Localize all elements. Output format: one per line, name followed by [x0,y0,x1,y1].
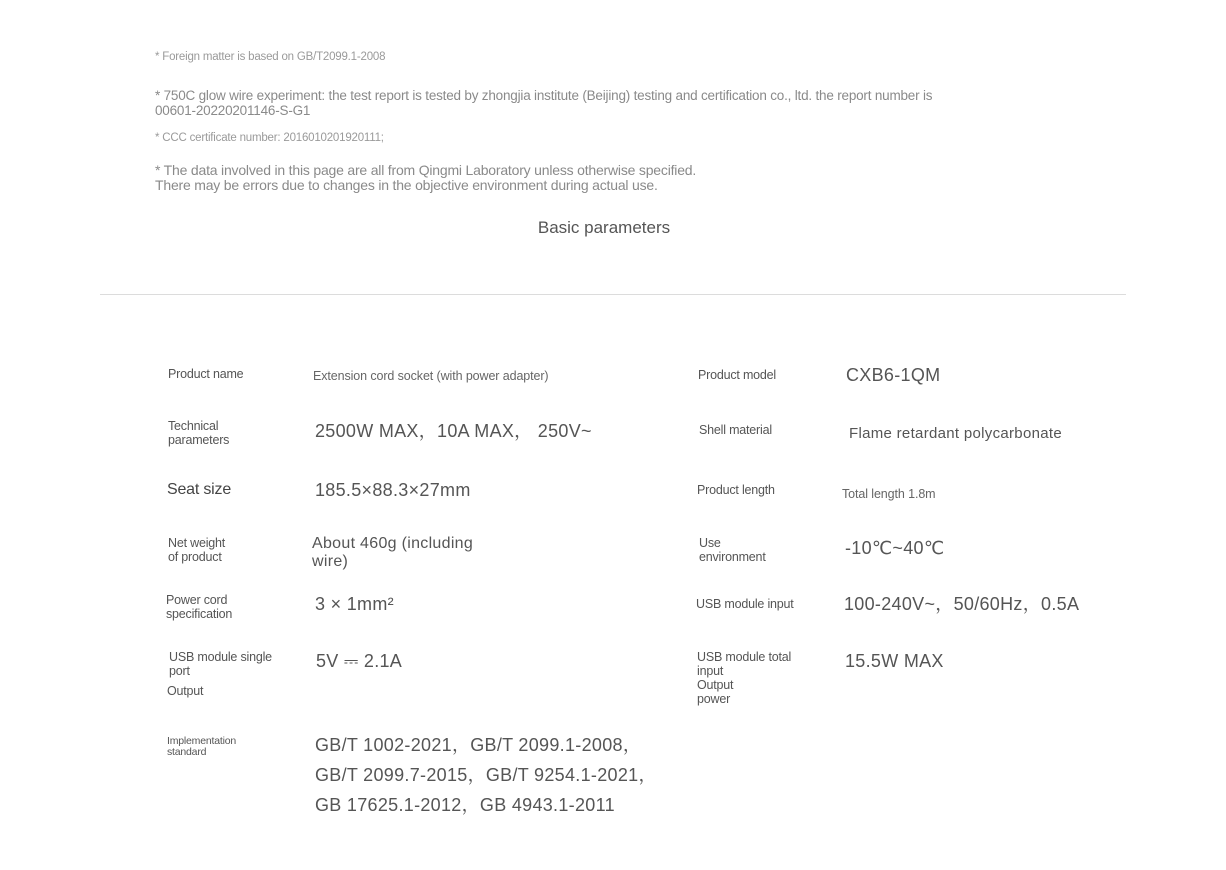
usb-module-input-value: 100-240V~，50/60Hz，0.5A [844,594,1080,614]
glow-wire-note [155,88,932,118]
shell-material-value: Flame retardant polycarbonate [849,425,1062,442]
data-source-note-line2: There may be errors due to changes in the objective environment during actual use. [155,177,658,193]
seat-size-label: Seat size [167,481,232,498]
product-length-label: Product length [697,483,775,497]
use-environment-label [699,536,766,564]
usb-total-output-label-line3: Output [697,678,734,692]
implementation-standard-value-line2: GB/T 2099.7-2015，GB/T 9254.1-2021， [315,765,657,785]
net-weight-label-line2: of product [168,550,222,564]
usb-single-port-label-line3: Output [167,684,204,698]
use-environment-label-line1: Use [699,536,721,550]
product-length-value: Total length 1.8m [842,487,936,501]
usb-total-output-label-line4: power [697,692,731,706]
technical-parameters-label-line2: parameters [168,433,230,447]
data-source-note [155,163,696,193]
net-weight-value [312,535,492,571]
power-cord-value: 3 × 1mm² [315,594,394,614]
usb-total-output-value: 15.5W MAX [845,651,944,671]
technical-parameters-label-line1: Technical [168,419,219,433]
glow-wire-note-line2: 00601-20220201146-S-G1 [155,103,311,118]
power-cord-label-line2: specification [166,607,233,621]
product-model-label: Product model [698,368,776,382]
net-weight-value-line2: wire) [312,553,349,570]
seat-size-value: 185.5×88.3×27mm [315,480,471,500]
power-cord-label-line1: Power cord [166,593,228,607]
product-name-value: Extension cord socket (with power adapter) [313,369,549,383]
net-weight-label-line1: Net weight [168,536,226,550]
implementation-standard-value-line1: GB/T 1002-2021，GB/T 2099.1-2008， [315,735,642,755]
product-model-value: CXB6-1QM [846,365,941,385]
usb-total-output-label-line2: input [697,664,724,678]
shell-material-label: Shell material [699,423,772,437]
section-title: Basic parameters [537,218,671,237]
use-environment-label-line2: environment [699,550,766,564]
net-weight-label [168,536,225,564]
usb-total-output-label [697,650,791,706]
data-source-note-line1: * The data involved in this page are all from Qingmi Laboratory unless otherwise specified. [155,162,697,178]
use-environment-value: -10℃~40℃ [845,538,945,558]
ccc-certificate-note: * CCC certificate number: 2016010201920111; [155,132,384,144]
usb-single-port-label-line1: USB module single [169,650,272,664]
product-name-label: Product name [168,367,244,381]
implementation-standard-label [167,736,236,758]
divider [100,294,1126,295]
usb-single-port-label-line2: port [169,664,190,678]
usb-module-input-label: USB module input [696,597,794,611]
usb-single-port-label [167,650,272,698]
technical-parameters-value: 2500W MAX，10A MAX， 250V~ [315,421,592,441]
implementation-standard-label-line1: Implementation [167,735,236,747]
usb-total-output-label-line1: USB module total [697,650,792,664]
power-cord-label [166,593,232,621]
implementation-standard-value [315,730,657,820]
net-weight-value-line1: About 460g (including [312,535,474,552]
usb-single-port-value: 5V ⎓ 2.1A [316,651,403,671]
implementation-standard-label-line2: standard [167,746,207,758]
glow-wire-note-line1: * 750C glow wire experiment: the test report is tested by zhongjia institute (Beijing) testing and certification co., ltd. the report number is [155,88,933,103]
foreign-matter-note: * Foreign matter is based on GB/T2099.1-2008 [155,51,386,63]
technical-parameters-label [168,419,229,447]
implementation-standard-value-line3: GB 17625.1-2012，GB 4943.1-2011 [315,795,615,815]
